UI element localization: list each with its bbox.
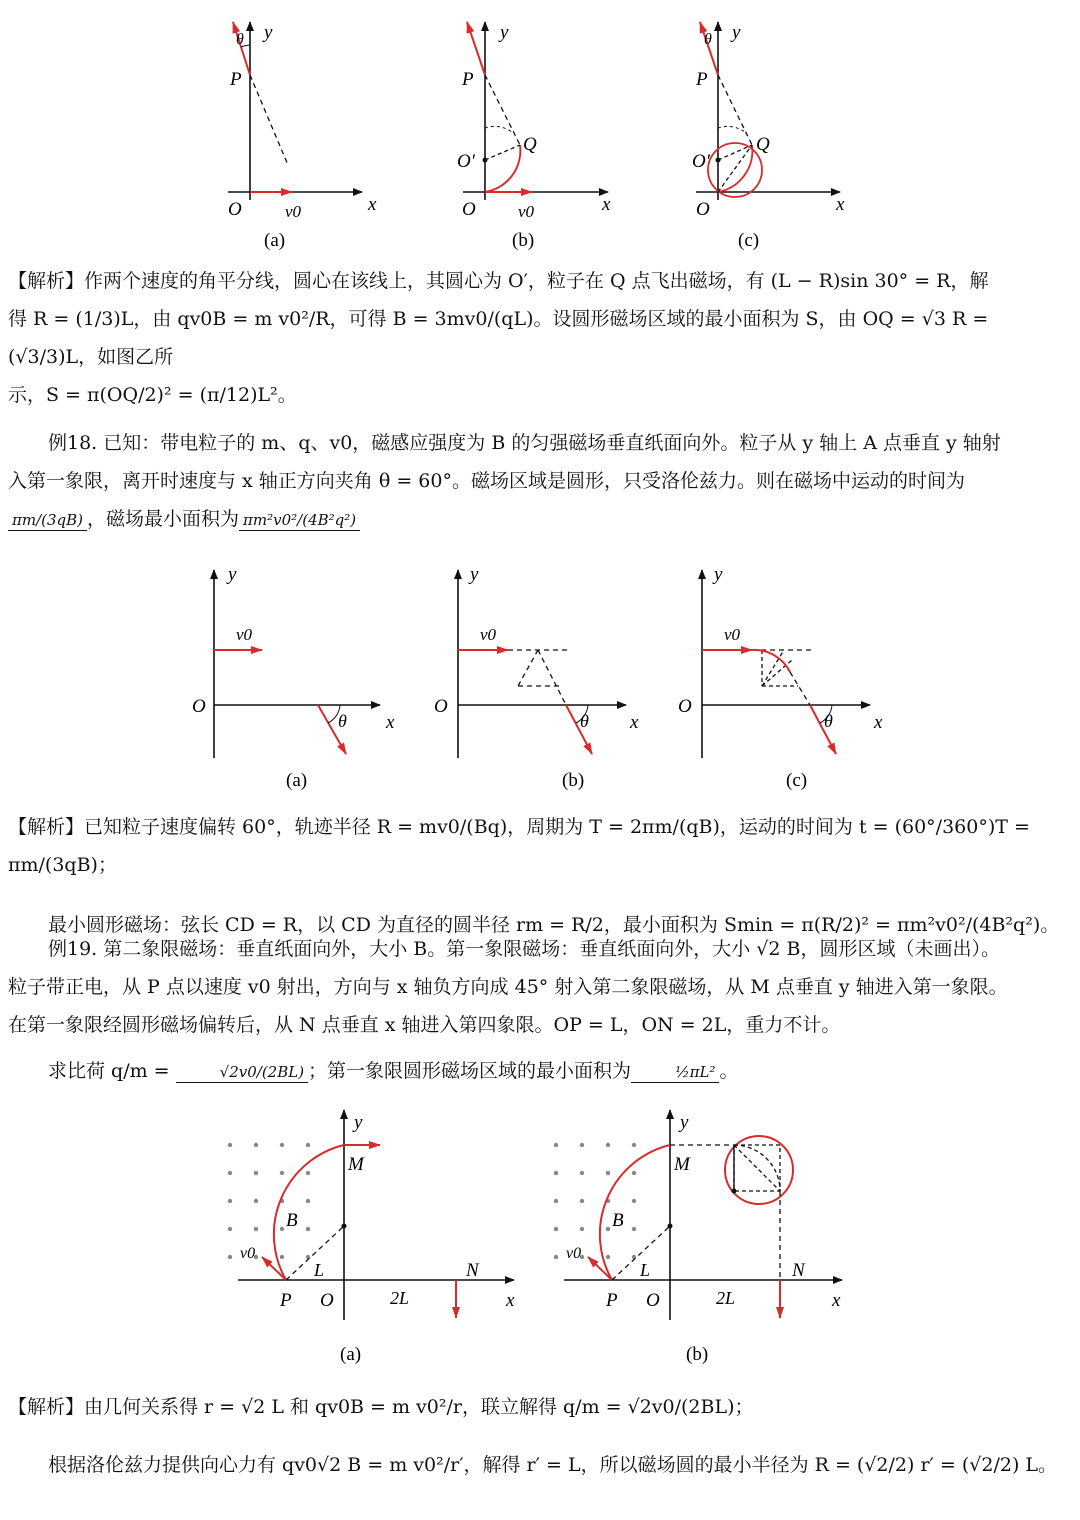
theta-label: θ — [338, 711, 347, 731]
theta-label: θ — [580, 711, 589, 731]
example-19-line-1: 例19. 第二象限磁场：垂直纸面向外，大小 B。第一象限磁场：垂直纸面向外，大小 √2 B，圆形区域（未画出）。 — [48, 938, 1000, 960]
fig2-panel-b — [434, 564, 639, 791]
solution-3-line-1: 【解析】由几何关系得 r = √2 L 和 qv0B = m v0²/r，联立解得 q/m = √2v0/(2BL)； — [8, 1396, 754, 1418]
field-dots — [554, 1143, 636, 1259]
caption-c: (c) — [738, 230, 760, 251]
example-19-line-3: 在第一象限经圆形磁场偏转后，从 N 点垂直 x 轴进入第四象限。OP = L，ON = 2L，重力不计。 — [8, 1014, 841, 1036]
example-19-question: 求比荷 q/m = — [48, 1060, 170, 1082]
y-axis-label: y — [500, 22, 509, 43]
point-p-label: P — [462, 69, 474, 90]
x-axis-label: x — [874, 712, 883, 733]
caption-b: (b) — [686, 1344, 709, 1365]
solution-3 — [8, 1388, 1072, 1484]
example-19 — [8, 930, 1072, 1090]
origin-label: O — [320, 1290, 334, 1311]
origin-label: O — [646, 1290, 660, 1311]
caption-a: (a) — [340, 1344, 362, 1365]
v0-label: v0 — [236, 625, 253, 644]
answer-18-time: πm/(3qB) — [8, 510, 87, 531]
example-18 — [8, 424, 1072, 538]
caption-a: (a) — [286, 770, 308, 791]
figure-1 — [0, 0, 1080, 260]
y-axis-label: y — [714, 564, 723, 585]
fig1-panel-c — [692, 22, 845, 251]
example-19-mid: ；第一象限圆形磁场区域的最小面积为 — [308, 1060, 632, 1082]
caption-a: (a) — [264, 230, 286, 251]
x-axis-label: x — [836, 194, 845, 215]
origin-label: O — [192, 696, 206, 717]
origin-label: O — [228, 199, 242, 220]
theta-label: θ — [824, 711, 833, 731]
example-18-mid: ，磁场最小面积为 — [87, 508, 240, 530]
point-p-label: P — [696, 69, 708, 90]
center-o-prime-label: O′ — [457, 151, 475, 172]
example-18-line-2: 入第一象限，离开时速度与 x 轴正方向夹角 θ = 60°。磁场区域是圆形，只受洛伦兹力。则在磁场中运动的时间为 — [8, 470, 965, 492]
v0-label: v0 — [285, 202, 302, 221]
field-dots — [228, 1143, 310, 1259]
solution-2-line-1: 【解析】已知粒子速度偏转 60°，轨迹半径 R = mv0/(Bq)，周期为 T = 2πm/(qB)，运动的时间为 t = (60°/360°)T = πm/(3qB)； — [8, 816, 1030, 876]
origin-label: O — [678, 696, 692, 717]
v0-label: v0 — [518, 202, 535, 221]
point-m-label: M — [348, 1154, 364, 1175]
y-axis-label: y — [228, 564, 237, 585]
y-axis-label: y — [732, 22, 741, 43]
point-n-label: N — [466, 1260, 479, 1281]
center-o-prime-label: O′ — [692, 151, 710, 172]
origin-label: O — [434, 696, 448, 717]
caption-c: (c) — [786, 770, 808, 791]
point-p-label: P — [230, 69, 242, 90]
figure-3 — [0, 1100, 1080, 1380]
fig1-panel-a — [228, 22, 377, 251]
y-axis-label: y — [354, 1112, 363, 1133]
y-axis-label: y — [680, 1112, 689, 1133]
point-q-label: Q — [756, 134, 770, 155]
length-2l-label: 2L — [390, 1288, 410, 1308]
solution-1-line-3: 示，S = π(OQ/2)² = (π/12)L²。 — [8, 384, 297, 406]
fig3-panel-b — [554, 1110, 842, 1365]
y-axis-label: y — [470, 564, 479, 585]
x-axis-label: x — [386, 712, 395, 733]
point-p-label: P — [280, 1290, 292, 1311]
point-n-label: N — [792, 1260, 805, 1281]
field-b-label: B — [612, 1210, 624, 1231]
solution-1-line-1: 【解析】作两个速度的角平分线，圆心在该线上，其圆心为 O′，粒子在 Q 点飞出磁场，有 (L − R)sin 30° = R，解 — [8, 270, 989, 292]
caption-b: (b) — [512, 230, 535, 251]
fig3-panel-a — [228, 1110, 515, 1365]
fig2-panel-a — [192, 564, 395, 791]
answer-19-area: ½πL² — [631, 1062, 719, 1083]
y-axis-label: y — [264, 22, 273, 43]
point-p-label: P — [606, 1290, 618, 1311]
figure-2 — [0, 560, 1080, 800]
fig2-panel-c — [678, 564, 883, 791]
solution-1-line-2: 得 R = (1/3)L，由 qv0B = m v0²/R，可得 B = 3mv0/(qL)。设圆形磁场区域的最小面积为 S，由 OQ = √3 R = (√3/3)L，如图乙所 — [8, 308, 989, 368]
length-l-label: L — [314, 1260, 325, 1280]
solution-2 — [8, 808, 1072, 944]
x-axis-label: x — [630, 712, 639, 733]
x-axis-label: x — [832, 1290, 841, 1311]
theta-label: θ — [704, 31, 712, 48]
solution-2-line-2: 最小圆形磁场：弦长 CD = R，以 CD 为直径的圆半径 rm = R/2，最小面积为 Smin = π(R/2)² = πm²v0²/(4B²q²)。 — [48, 914, 1060, 936]
solution-1 — [8, 262, 1072, 414]
x-axis-label: x — [506, 1290, 515, 1311]
field-b-label: B — [286, 1210, 298, 1231]
answer-18-area: πm²v0²/(4B²q²) — [239, 510, 360, 531]
theta-label: θ — [236, 31, 244, 48]
point-q-label: Q — [523, 134, 537, 155]
v0-label: v0 — [240, 1245, 256, 1262]
point-m-label: M — [674, 1154, 690, 1175]
solution-3-line-2: 根据洛伦兹力提供向心力有 qv0√2 B = m v0²/r′，解得 r′ = L，所以磁场圆的最小半径为 R = (√2/2) r′ = (√2/2) L。 — [48, 1454, 1058, 1476]
origin-label: O — [462, 199, 476, 220]
x-axis-label: x — [368, 194, 377, 215]
length-l-label: L — [640, 1260, 651, 1280]
x-axis-label: x — [602, 194, 611, 215]
v0-label: v0 — [480, 625, 497, 644]
example-19-line-2: 粒子带正电，从 P 点以速度 v0 射出，方向与 x 轴负方向成 45° 射入第二象限磁场，从 M 点垂直 y 轴进入第一象限。 — [8, 976, 1008, 998]
length-2l-label: 2L — [716, 1288, 736, 1308]
origin-label: O — [696, 199, 710, 220]
example-19-end: 。 — [719, 1060, 739, 1082]
v0-label: v0 — [566, 1245, 582, 1262]
caption-b: (b) — [562, 770, 585, 791]
v0-label: v0 — [724, 625, 741, 644]
example-18-line-1: 例18. 已知：带电粒子的 m、q、v0，磁感应强度为 B 的匀强磁场垂直纸面向外。粒子从 y 轴上 A 点垂直 y 轴射 — [48, 432, 1001, 454]
answer-19-ratio: √2v0/(2BL) — [176, 1062, 308, 1083]
fig1-panel-b — [457, 22, 611, 251]
